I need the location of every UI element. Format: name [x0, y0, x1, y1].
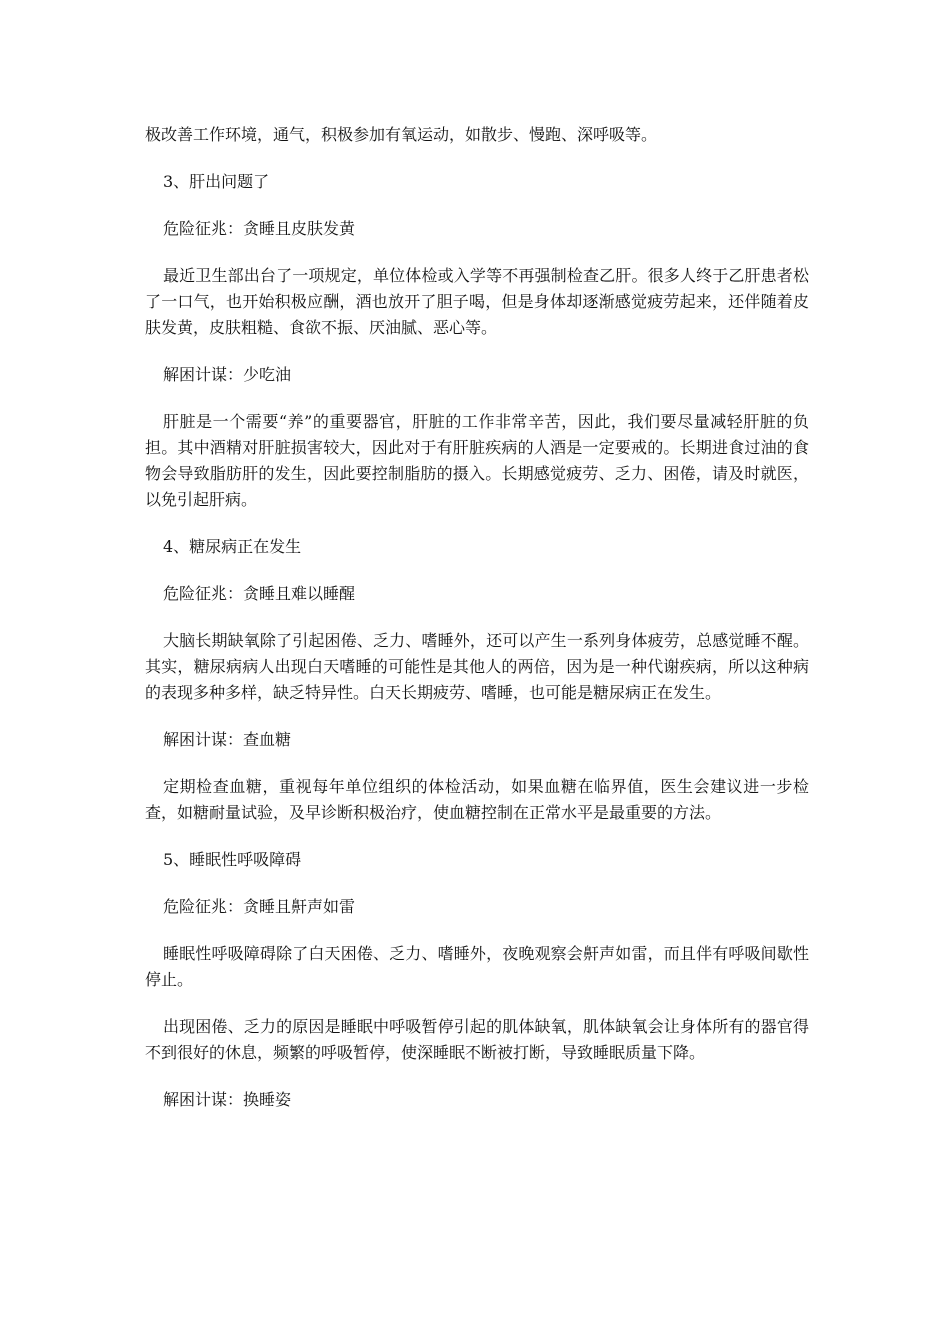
paragraph-sleep-apnea-cause: 出现困倦、乏力的原因是睡眠中呼吸暂停引起的肌体缺氧，肌体缺氧会让身体所有的器官得不到很好的休息，频繁的呼吸暂停，使深睡眠不断被打断，导致睡眠质量下降。	[145, 1017, 809, 1062]
section-heading-sleep-apnea: 5、睡眠性呼吸障碍	[163, 850, 302, 869]
danger-sign-diabetes: 危险征兆：贪睡且难以睡醒	[163, 584, 356, 603]
paragraph-liver-advice: 肝脏是一个需要“养”的重要器官，肝脏的工作非常辛苦，因此，我们要尽量减轻肝脏的负担。其中酒精对肝脏损害较大，因此对于有肝脏疾病的人酒是一定要戒的。长期进食过油的食物会导致脂肪肝的发生，因此要控制脂肪的摄入。长期感觉疲劳、乏力、困倦，请及时就医，以免引起肝病。	[145, 412, 809, 509]
paragraph-diabetes-advice: 定期检查血糖，重视每年单位组织的体检活动，如果血糖在临界值，医生会建议进一步检查，如糖耐量试验，及早诊断积极治疗，使血糖控制在正常水平是最重要的方法。	[145, 777, 809, 822]
danger-sign-sleep-apnea: 危险征兆：贪睡且鼾声如雷	[163, 897, 356, 916]
paragraph-liver-description: 最近卫生部出台了一项规定，单位体检或入学等不再强制检查乙肝。很多人终于乙肝患者松了一口气，也开始积极应酬，酒也放开了胆子喝，但是身体却逐渐感觉疲劳起来，还伴随着皮肤发黄，皮肤粗糙、食欲不振、厌油腻、恶心等。	[145, 266, 809, 337]
section-heading-diabetes: 4、糖尿病正在发生	[163, 537, 302, 556]
paragraph-continuation: 极改善工作环境，通气，积极参加有氧运动，如散步、慢跑、深呼吸等。	[145, 125, 658, 144]
remedy-liver: 解困计谋：少吃油	[163, 365, 292, 384]
remedy-sleep-apnea: 解困计谋：换睡姿	[163, 1090, 292, 1109]
paragraph-sleep-apnea-description: 睡眠性呼吸障碍除了白天困倦、乏力、嗜睡外，夜晚观察会鼾声如雷，而且伴有呼吸间歇性停止。	[145, 944, 809, 989]
danger-sign-liver: 危险征兆：贪睡且皮肤发黄	[163, 219, 356, 238]
document-page	[145, 122, 809, 1134]
remedy-diabetes: 解困计谋：查血糖	[163, 730, 292, 749]
paragraph-diabetes-description: 大脑长期缺氧除了引起困倦、乏力、嗜睡外，还可以产生一系列身体疲劳，总感觉睡不醒。其实，糖尿病病人出现白天嗜睡的可能性是其他人的两倍，因为是一种代谢疾病，所以这种病的表现多种多样，缺乏特异性。白天长期疲劳、嗜睡，也可能是糖尿病正在发生。	[145, 631, 809, 702]
section-heading-liver: 3、肝出问题了	[163, 172, 270, 191]
